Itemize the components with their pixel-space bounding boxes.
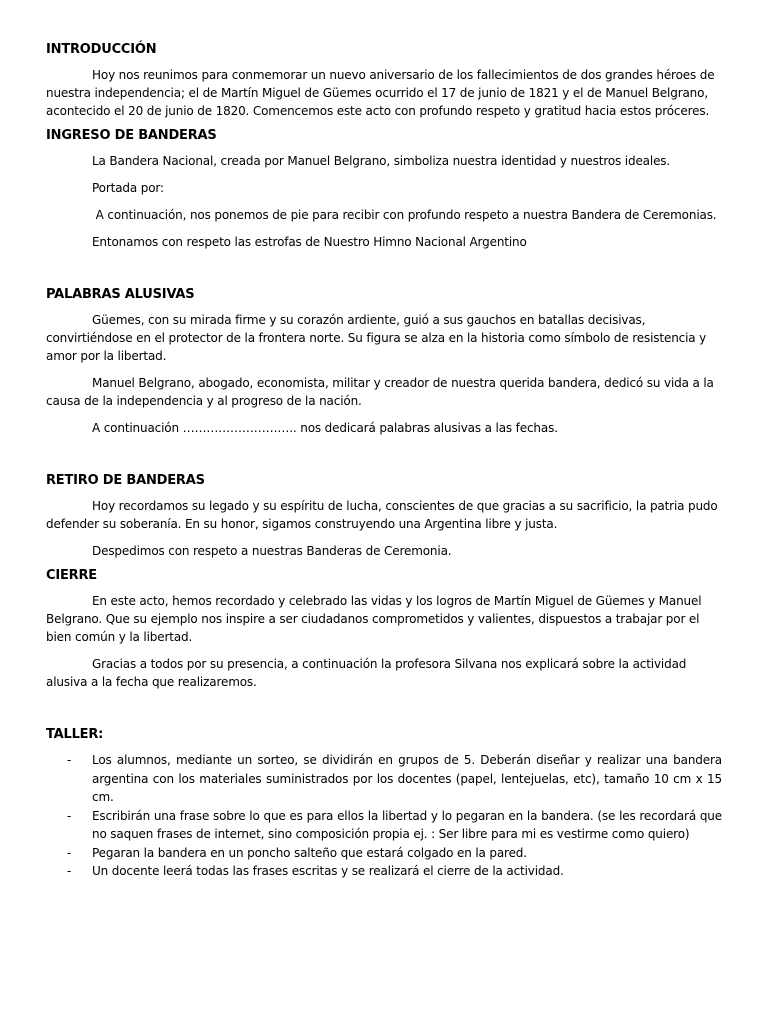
dash-bullet: - [67, 753, 72, 767]
section-title-introduccion: INTRODUCCIÓN [46, 42, 157, 57]
dash-bullet: - [67, 864, 72, 878]
list-item [46, 862, 722, 881]
list-item [46, 844, 722, 863]
cierre-paragraph-2: Gracias a todos por su presencia, a continuación la profesora Silvana nos explicará sobre la actividad alusiva a la fecha que realizaremos. [46, 657, 687, 689]
palabras-paragraph-2: Manuel Belgrano, abogado, economista, militar y creador de nuestra querida bandera, dedicó su vida a la causa de la independencia y al progreso de la nación. [46, 376, 714, 408]
list-item [46, 751, 722, 807]
list-item [46, 807, 722, 844]
retiro-paragraph-1: Hoy recordamos su legado y su espíritu de lucha, conscientes de que gracias a su sacrificio, la patria pudo defender su soberanía. En su honor, sigamos construyendo una Argentina libre y justa. [46, 499, 718, 531]
dash-bullet: - [67, 808, 72, 823]
list-item-text: Un docente leerá todas las frases escritas y se realizará el cierre de la actividad. [92, 864, 564, 878]
list-item-text: Pegaran la bandera en un poncho salteño que estará colgado en la pared. [92, 845, 527, 860]
list-item-text: Escribirán una frase sobre lo que es para ellos la libertad y lo pegaran en la bandera. (se les recordará que no saquen frases de internet, sino composición propia ej. : Ser libre para mi es vestirme como quiero) [92, 808, 722, 841]
ingreso-paragraph-2: Portada por: [92, 181, 164, 195]
retiro-paragraph-2: Despedimos con respeto a nuestras Banderas de Ceremonia. [92, 544, 452, 558]
ingreso-paragraph-1: La Bandera Nacional, creada por Manuel Belgrano, simboliza nuestra identidad y nuestros ideales. [92, 154, 671, 168]
section-title-cierre: CIERRE [46, 568, 97, 583]
section-title-taller: TALLER: [46, 727, 104, 742]
palabras-paragraph-3: A continuación ……………………….. nos dedicará palabras alusivas a las fechas. [92, 421, 558, 435]
cierre-paragraph-1: En este acto, hemos recordado y celebrado las vidas y los logros de Martín Miguel de Güemes y Manuel Belgrano. Que su ejemplo nos inspire a ser ciudadanos comprometidos y valientes, dispuestos a trabajar por el bien común y la libertad. [46, 594, 702, 644]
ingreso-paragraph-4: Entonamos con respeto las estrofas de Nuestro Himno Nacional Argentino [92, 235, 527, 249]
list-item-text: Los alumnos, mediante un sorteo, se dividirán en grupos de 5. Deberán diseñar y realizar una bandera argentina con los materiales suministrados por los docentes (papel, lentejuelas, etc), tamaño 10 cm x 15 cm. [92, 753, 722, 804]
dash-bullet: - [67, 845, 72, 860]
introduccion-paragraph: Hoy nos reunimos para conmemorar un nuevo aniversario de los fallecimientos de dos grandes héroes de nuestra independencia; el de Martín Miguel de Güemes ocurrido el 17 de junio de 1821 y el de Manuel Belgrano, acontecido el 20 de junio de 1820. Comencemos este acto con profundo respeto y gratitud hacia estos próceres. [46, 68, 715, 118]
section-title-retiro-banderas: RETIRO DE BANDERAS [46, 473, 205, 488]
taller-list [46, 751, 722, 881]
section-title-ingreso-banderas: INGRESO DE BANDERAS [46, 128, 217, 143]
section-title-palabras-alusivas: PALABRAS ALUSIVAS [46, 287, 195, 302]
document-page [46, 42, 722, 881]
ingreso-paragraph-3: A continuación, nos ponemos de pie para recibir con profundo respeto a nuestra Bandera de Ceremonias. [92, 208, 717, 222]
palabras-paragraph-1: Güemes, con su mirada firme y su corazón ardiente, guió a sus gauchos en batallas decisivas, convirtiéndose en el protector de la frontera norte. Su figura se alza en la historia como símbolo de resistencia y amor por la libertad. [46, 313, 707, 363]
